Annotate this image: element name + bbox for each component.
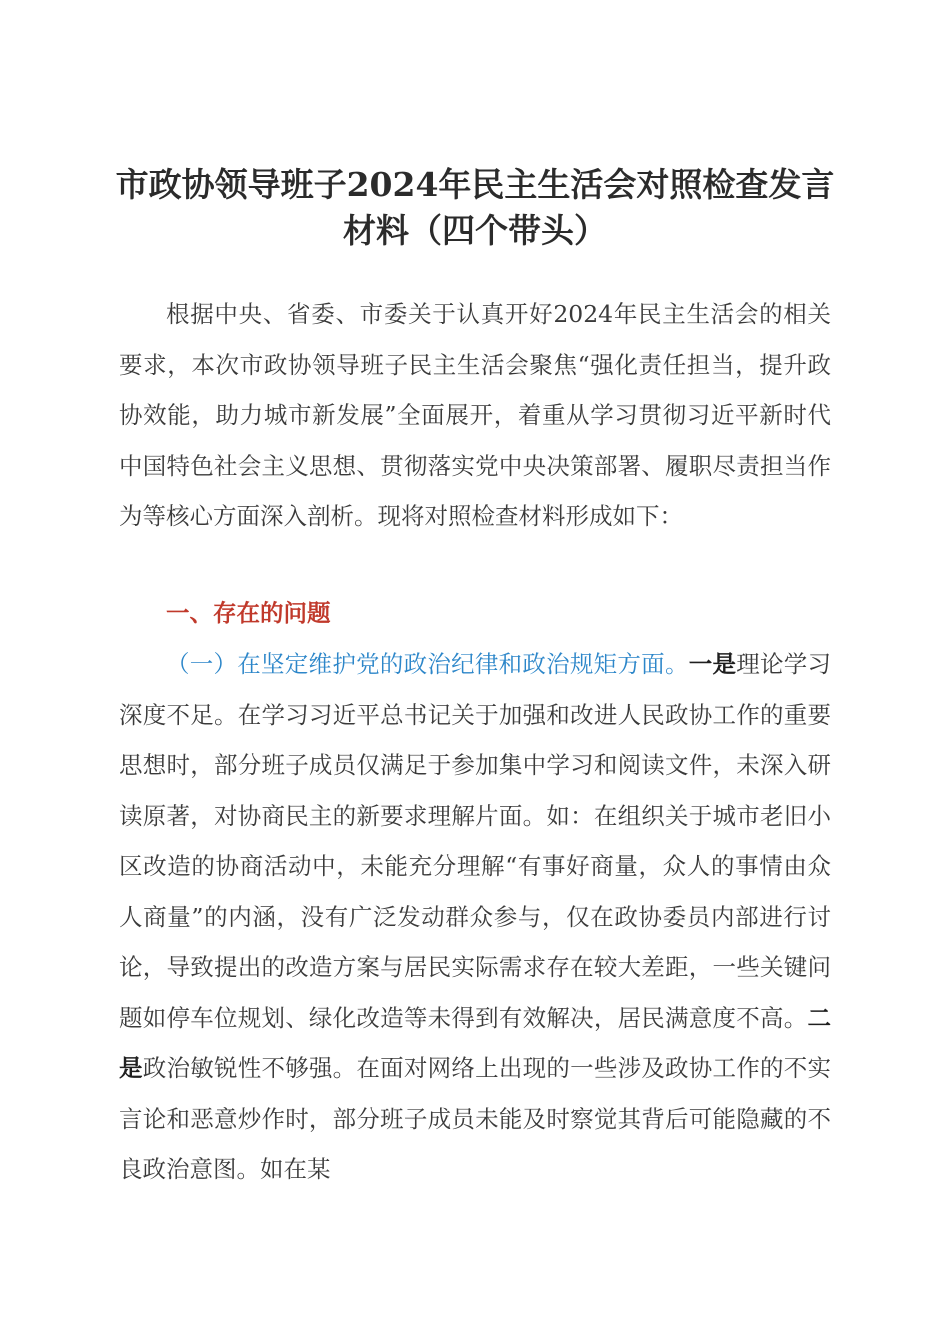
section-heading-problems: 一、存在的问题	[166, 599, 331, 627]
document-title: 市政协领导班子2024年民主生活会对照检查发言材料（四个带头）	[115, 165, 835, 250]
section-paragraph	[119, 639, 831, 1195]
point-marker-1: 一是	[688, 650, 737, 678]
point-text-2: 政治敏锐性不够强。在面对网络上出现的一些涉及政协工作的不实言论和恶意炒作时，部分班子成员未能及时察觉其背后可能隐藏的不良政治意图。如在某	[119, 1054, 832, 1183]
point-marker-2: 二是	[119, 1003, 831, 1082]
intro-paragraph: 根据中央、省委、市委关于认真开好2024年民主生活会的相关要求，本次市政协领导班子民主生活会聚焦“强化责任担当，提升政协效能，助力城市新发展”全面展开，着重从学习贯彻习近平新时代中国特色社会主义思想、贯彻落实党中央决策部署、履职尽责担当作为等核心方面深入剖析。现将对照检查材料形成如下：	[119, 300, 831, 530]
subsection-heading: （一）在坚定维护党的政治纪律和政治规矩方面。	[166, 650, 689, 678]
point-text-1: 理论学习深度不足。在学习习近平总书记关于加强和改进人民政协工作的重要思想时，部分班子成员仅满足于参加集中学习和阅读文件，未深入研读原著，对协商民主的新要求理解片面。如：在组织关于城市老旧小区改造的协商活动中，未能充分理解“有事好商量，众人的事情由众人商量”的内涵，没有广泛发动群众参与，仅在政协委员内部进行讨论，导致提出的改造方案与居民实际需求存在较大差距，一些关键问题如停车位规划、绿化改造等未得到有效解决，居民满意度不高。	[119, 650, 832, 1032]
